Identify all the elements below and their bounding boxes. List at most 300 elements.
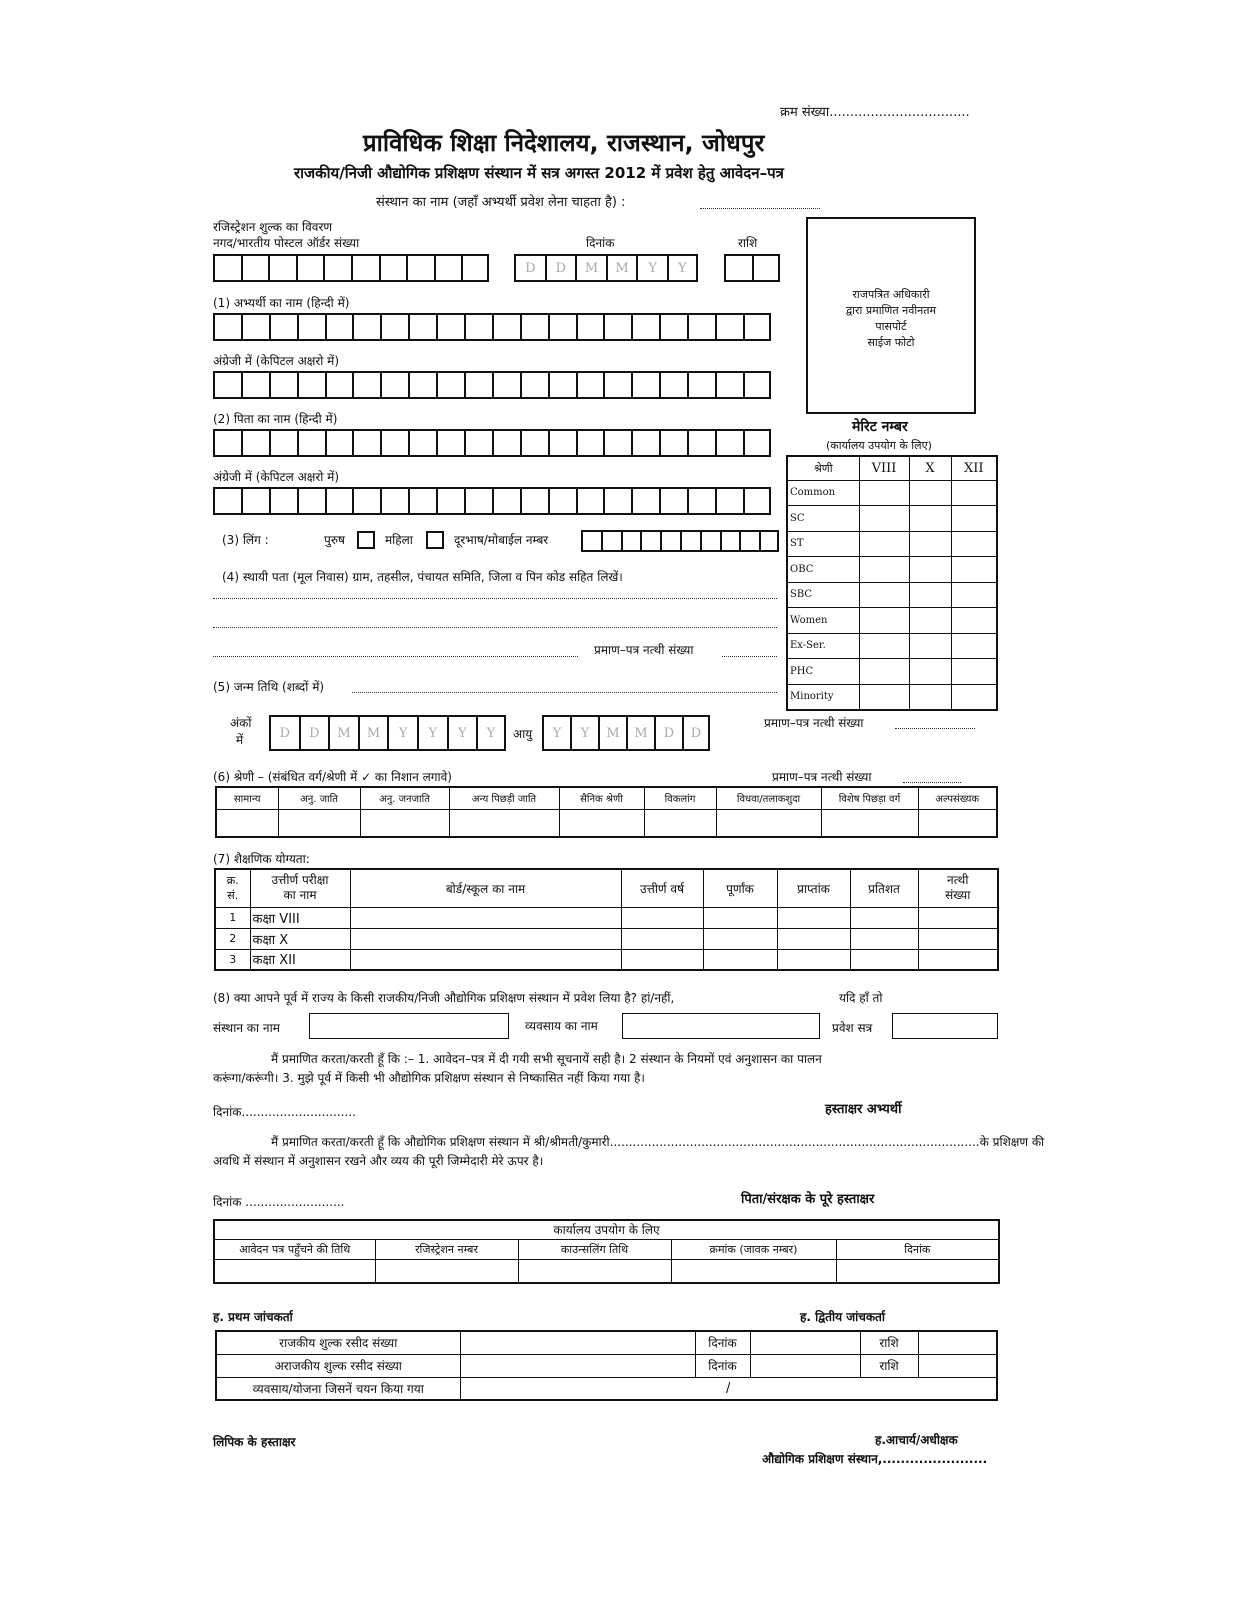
- postal-boxes-box[interactable]: [323, 254, 351, 282]
- father-en-box[interactable]: [715, 487, 743, 515]
- address-line-1[interactable]: [213, 598, 777, 599]
- office-cell[interactable]: [836, 1259, 999, 1283]
- father-en-box[interactable]: [520, 487, 548, 515]
- photo-line-3: पासपोर्ट: [875, 320, 907, 333]
- age-boxes-box[interactable]: M: [626, 715, 654, 751]
- edu-cell[interactable]: [621, 907, 703, 928]
- clerk-signature-label: लिपिक के हस्ताक्षर: [213, 1435, 296, 1449]
- father-en-box[interactable]: [380, 487, 408, 515]
- name-en-box[interactable]: [380, 371, 408, 399]
- dob-boxes-box[interactable]: D: [269, 715, 299, 751]
- dob-digit-boxes[interactable]: [269, 715, 506, 751]
- edu-header-year: उत्तीर्ण वर्ष: [621, 869, 703, 907]
- regdate-boxes-box[interactable]: D: [545, 254, 576, 282]
- institute-name-field[interactable]: [700, 208, 820, 209]
- father-en-box[interactable]: [269, 487, 297, 515]
- category-header: सामान्य: [216, 787, 278, 809]
- office-cell[interactable]: [214, 1259, 375, 1283]
- merit-cell[interactable]: [859, 506, 909, 532]
- dob-boxes-box[interactable]: D: [299, 715, 329, 751]
- father-en-box[interactable]: [436, 487, 464, 515]
- merit-cell[interactable]: [909, 608, 951, 634]
- name-hi-box[interactable]: [659, 313, 687, 341]
- merit-table: [786, 455, 998, 711]
- principal-signature-label: ह.आचार्य/अधीक्षक: [875, 1433, 958, 1447]
- age-boxes-box[interactable]: Y: [542, 715, 570, 751]
- iti-name-label: औद्योगिक प्रशिक्षण संस्थान,.......................: [762, 1452, 988, 1466]
- serial-number-label: क्रम संख्या..................................: [780, 105, 970, 120]
- father-en-box[interactable]: [464, 487, 492, 515]
- name-hi-box[interactable]: [548, 313, 576, 341]
- dob-boxes-box[interactable]: Y: [387, 715, 417, 751]
- phone-boxes-box[interactable]: [581, 530, 601, 552]
- name-en-box[interactable]: [269, 371, 297, 399]
- dob-boxes-box[interactable]: Y: [447, 715, 477, 751]
- name-hi-box[interactable]: [743, 313, 771, 341]
- merit-header-category: श्रेणी: [787, 456, 859, 480]
- name-hi-box[interactable]: [687, 313, 715, 341]
- merit-cell[interactable]: [909, 684, 951, 710]
- merit-row-label: Women: [787, 608, 859, 634]
- female-label: महिला: [385, 533, 413, 547]
- edu-cell[interactable]: [918, 928, 998, 949]
- trade-selected-cell[interactable]: /: [460, 1377, 997, 1400]
- father-hi-box[interactable]: [408, 429, 436, 457]
- prev-session-input[interactable]: [892, 1013, 998, 1039]
- postal-boxes-box[interactable]: [296, 254, 324, 282]
- merit-cell[interactable]: [859, 582, 909, 608]
- non-govt-fee-date-cell[interactable]: [750, 1354, 860, 1377]
- edu-cell[interactable]: [703, 928, 777, 949]
- category-checkbox-cell[interactable]: [716, 809, 821, 837]
- dob-words-field[interactable]: [352, 692, 777, 693]
- dob-boxes-box[interactable]: Y: [476, 715, 506, 751]
- merit-cell[interactable]: [909, 531, 951, 557]
- fee-receipt-table: [215, 1330, 998, 1401]
- name-en-box[interactable]: [743, 371, 771, 399]
- postal-boxes-box[interactable]: [406, 254, 434, 282]
- name-hi-box[interactable]: [464, 313, 492, 341]
- name-hi-box[interactable]: [352, 313, 380, 341]
- merit-row-label: Common: [787, 480, 859, 506]
- edu-header-sn-1: क्र.: [226, 874, 239, 888]
- guardian-declaration-line-2: अवधि में संस्थान में अनुशासन रखने और व्यय की पूरी जिम्मेदारी मेरे ऊपर है।: [213, 1154, 544, 1168]
- merit-cell[interactable]: [951, 633, 997, 659]
- regdate-boxes-box[interactable]: D: [514, 254, 545, 282]
- merit-row-label: OBC: [787, 557, 859, 583]
- name-hi-box[interactable]: [241, 313, 269, 341]
- merit-cell[interactable]: [859, 557, 909, 583]
- category-checkbox-cell[interactable]: [559, 809, 644, 837]
- merit-subtitle: (कार्यालय उपयोग के लिए): [826, 439, 932, 452]
- edu-header-sn-2: सं.: [227, 889, 239, 903]
- father-hi-box[interactable]: [352, 429, 380, 457]
- merit-cell[interactable]: [859, 531, 909, 557]
- father-hi-box[interactable]: [464, 429, 492, 457]
- non-govt-fee-amount-label: राशि: [860, 1354, 918, 1377]
- office-header: काउन्सलिंग तिथि: [518, 1239, 671, 1259]
- father-hi-box[interactable]: [631, 429, 659, 457]
- name-hi-box[interactable]: [520, 313, 548, 341]
- father-hi-box[interactable]: [269, 429, 297, 457]
- guardian-date[interactable]: दिनांक ..........................: [213, 1195, 345, 1209]
- phone-boxes-box[interactable]: [739, 530, 759, 552]
- father-en-box[interactable]: [408, 487, 436, 515]
- category-header: विधवा/तलाकशुदा: [716, 787, 821, 809]
- postal-boxes-box[interactable]: [268, 254, 296, 282]
- prev-institute-label: संस्थान का नाम: [213, 1021, 280, 1035]
- name-en-box[interactable]: [603, 371, 631, 399]
- candidate-name-hindi-boxes[interactable]: [213, 313, 771, 341]
- father-hi-box[interactable]: [603, 429, 631, 457]
- merit-row-label: PHC: [787, 659, 859, 685]
- father-en-box[interactable]: [492, 487, 520, 515]
- office-cell[interactable]: [671, 1259, 836, 1283]
- father-en-box[interactable]: [241, 487, 269, 515]
- name-hi-box[interactable]: [576, 313, 604, 341]
- father-hi-box[interactable]: [213, 429, 241, 457]
- phone-boxes[interactable]: [581, 530, 779, 552]
- postal-order-boxes[interactable]: [213, 254, 489, 282]
- edu-cell[interactable]: [777, 949, 850, 970]
- merit-cell[interactable]: [951, 608, 997, 634]
- name-hi-box[interactable]: [436, 313, 464, 341]
- father-hi-box[interactable]: [436, 429, 464, 457]
- male-checkbox[interactable]: [357, 531, 375, 549]
- edu-header-attach: [918, 869, 998, 907]
- dob-certificate-field[interactable]: [895, 728, 975, 729]
- father-hi-box[interactable]: [743, 429, 771, 457]
- postal-boxes-box[interactable]: [461, 254, 489, 282]
- father-en-box[interactable]: [325, 487, 353, 515]
- registration-amount-label: राशि: [738, 236, 758, 250]
- address-line-2[interactable]: [213, 627, 777, 628]
- edu-row-sn: 1: [215, 907, 250, 928]
- govt-fee-date-cell[interactable]: [750, 1331, 860, 1354]
- postal-boxes-box[interactable]: [434, 254, 462, 282]
- edu-header-board: बोर्ड/स्कूल का नाम: [350, 869, 621, 907]
- merit-cell[interactable]: [859, 608, 909, 634]
- non-govt-fee-label: अराजकीय शुल्क रसीद संख्या: [216, 1354, 460, 1377]
- category-checkbox-cell[interactable]: [449, 809, 559, 837]
- office-header: रजिस्ट्रेशन नम्बर: [375, 1239, 518, 1259]
- edu-row-exam: कक्षा XII: [250, 949, 350, 970]
- edu-cell[interactable]: [918, 907, 998, 928]
- edu-row-sn: 2: [215, 928, 250, 949]
- name-en-box[interactable]: [408, 371, 436, 399]
- edu-cell[interactable]: [850, 928, 918, 949]
- merit-row-label: SBC: [787, 582, 859, 608]
- name-en-box[interactable]: [213, 371, 241, 399]
- prev-trade-input[interactable]: [622, 1013, 820, 1039]
- edu-header-exam-2: का नाम: [283, 888, 317, 903]
- prev-session-label: प्रवेश सत्र: [832, 1021, 873, 1035]
- category-checkbox-cell[interactable]: [821, 809, 918, 837]
- name-hi-box[interactable]: [213, 313, 241, 341]
- merit-title: मेरिट नम्बर: [852, 419, 908, 435]
- edu-cell[interactable]: [350, 949, 621, 970]
- name-en-box[interactable]: [464, 371, 492, 399]
- office-use-table: [213, 1219, 1000, 1284]
- regdate-boxes-box[interactable]: Y: [636, 254, 667, 282]
- dob-boxes-box[interactable]: Y: [417, 715, 447, 751]
- phone-boxes-box[interactable]: [660, 530, 680, 552]
- name-hi-box[interactable]: [408, 313, 436, 341]
- photo-line-2: द्वारा प्रमाणित नवीनतम: [845, 304, 937, 317]
- merit-header-xii: XII: [951, 456, 997, 480]
- previous-admission-question: (8) क्या आपने पूर्व में राज्य के किसी राजकीय/निजी औद्योगिक प्रशिक्षण संस्थान में प्रवेश लिया है? हां/नहीं,: [213, 991, 675, 1005]
- merit-cell[interactable]: [909, 506, 951, 532]
- dob-digits-label-2: में: [236, 733, 244, 747]
- non-govt-fee-amount-cell[interactable]: [918, 1354, 997, 1377]
- father-hi-box[interactable]: [548, 429, 576, 457]
- edu-header-percent: प्रतिशत: [850, 869, 918, 907]
- govt-fee-receipt-cell[interactable]: [460, 1331, 695, 1354]
- office-cell[interactable]: [518, 1259, 671, 1283]
- category-header: सैनिक श्रेणी: [559, 787, 644, 809]
- name-en-box[interactable]: [687, 371, 715, 399]
- edu-header-exam-1: उत्तीर्ण परीक्षा: [271, 873, 329, 888]
- phone-boxes-box[interactable]: [621, 530, 641, 552]
- category-checkbox-cell[interactable]: [360, 809, 449, 837]
- merit-row-label: SC: [787, 506, 859, 532]
- merit-header-viii: VIII: [859, 456, 909, 480]
- category-header: विकलांग: [644, 787, 716, 809]
- father-en-box[interactable]: [548, 487, 576, 515]
- dob-boxes-box[interactable]: M: [328, 715, 358, 751]
- edu-header-exam: [250, 869, 350, 907]
- guardian-signature-label: पिता/संरक्षक के पूरे हस्ताक्षर: [741, 1192, 875, 1207]
- merit-cell[interactable]: [859, 480, 909, 506]
- age-label: आयु: [513, 727, 533, 741]
- name-en-box[interactable]: [492, 371, 520, 399]
- govt-fee-date-label: दिनांक: [695, 1331, 750, 1354]
- merit-row-label: Ex-Ser.: [787, 633, 859, 659]
- merit-cell[interactable]: [859, 684, 909, 710]
- first-checker-label: ह. प्रथम जांचकर्ता: [213, 1310, 293, 1324]
- father-hi-box[interactable]: [297, 429, 325, 457]
- prev-trade-label: व्यवसाय का नाम: [525, 1019, 598, 1033]
- page-title: प्राविधिक शिक्षा निदेशालय, राजस्थान, जोधपुर: [363, 129, 765, 157]
- registration-date-boxes[interactable]: [514, 254, 698, 282]
- phone-boxes-box[interactable]: [680, 530, 700, 552]
- category-checkbox-cell[interactable]: [644, 809, 716, 837]
- father-hi-box[interactable]: [325, 429, 353, 457]
- edu-cell[interactable]: [350, 928, 621, 949]
- dob-boxes-box[interactable]: M: [358, 715, 388, 751]
- photo-box[interactable]: [806, 217, 976, 414]
- edu-row-exam: कक्षा X: [250, 928, 350, 949]
- male-label: पुरुष: [324, 533, 345, 547]
- phone-label: दूरभाष/मोबाईल नम्बर: [454, 533, 549, 547]
- father-hi-box[interactable]: [659, 429, 687, 457]
- edu-header-max-marks: पूर्णांक: [703, 869, 777, 907]
- name-en-box[interactable]: [631, 371, 659, 399]
- category-header: अल्पसंख्यक: [918, 787, 997, 809]
- father-name-hindi-label: (2) पिता का नाम (हिन्दी में): [213, 412, 338, 426]
- page-subtitle: राजकीय/निजी औद्योगिक प्रशिक्षण संस्थान में सत्र अगस्त 2012 में प्रवेश हेतु आवेदन–पत्र: [294, 164, 784, 182]
- merit-cell[interactable]: [951, 557, 997, 583]
- edu-cell[interactable]: [703, 949, 777, 970]
- second-checker-label: ह. द्वितीय जांचकर्ता: [800, 1310, 885, 1324]
- father-name-hindi-boxes[interactable]: [213, 429, 771, 457]
- father-name-english-boxes[interactable]: [213, 487, 771, 515]
- name-hi-box[interactable]: [380, 313, 408, 341]
- category-checkbox-cell[interactable]: [216, 809, 278, 837]
- address-certificate-field[interactable]: [722, 656, 777, 657]
- father-en-box[interactable]: [743, 487, 771, 515]
- category-certificate-field[interactable]: [903, 782, 961, 783]
- merit-cell[interactable]: [909, 633, 951, 659]
- merit-cell[interactable]: [909, 582, 951, 608]
- father-en-box[interactable]: [352, 487, 380, 515]
- office-header: क्रमांक (जावक नम्बर): [671, 1239, 836, 1259]
- candidate-name-english-label: अंग्रेजी में (केपिटल अक्षरो में): [213, 354, 340, 368]
- regdate-boxes-box[interactable]: M: [575, 254, 606, 282]
- amount-boxes-box[interactable]: [724, 254, 752, 282]
- merit-cell[interactable]: [909, 557, 951, 583]
- merit-cell[interactable]: [909, 659, 951, 685]
- name-en-box[interactable]: [325, 371, 353, 399]
- merit-cell[interactable]: [951, 684, 997, 710]
- edu-header-obtained: प्राप्तांक: [777, 869, 850, 907]
- merit-cell[interactable]: [909, 480, 951, 506]
- edu-header-sn: [215, 869, 250, 907]
- father-hi-box[interactable]: [715, 429, 743, 457]
- registration-date-label: दिनांक: [586, 236, 615, 250]
- declaration-line-1: मैं प्रमाणित करता/करती हूँ कि :– 1. आवेदन–पत्र में दी गयी सभी सूचनायें सही है। 2 संस्थान के नियमों एवं अनुशासन का पालन: [271, 1052, 822, 1066]
- category-header: अनु. जनजाति: [360, 787, 449, 809]
- father-en-box[interactable]: [576, 487, 604, 515]
- institute-name-label: संस्थान का नाम (जहाँ अभ्यर्थी प्रवेश लेना चाहता है) :: [376, 195, 626, 210]
- merit-cell[interactable]: [951, 659, 997, 685]
- age-boxes-box[interactable]: D: [654, 715, 682, 751]
- merit-row-label: Minority: [787, 684, 859, 710]
- dob-certificate-label: प्रमाण–पत्र नत्थी संख्या: [764, 716, 864, 730]
- category-checkbox-cell[interactable]: [278, 809, 360, 837]
- age-boxes[interactable]: [542, 715, 710, 751]
- category-label: (6) श्रेणी – (संबंधित वर्ग/श्रेणी में ✓ का निशान लगावे): [213, 770, 452, 784]
- merit-cell[interactable]: [859, 659, 909, 685]
- candidate-name-english-boxes[interactable]: [213, 371, 771, 399]
- merit-cell[interactable]: [951, 506, 997, 532]
- postal-boxes-box[interactable]: [351, 254, 379, 282]
- postal-boxes-box[interactable]: [241, 254, 269, 282]
- category-checkbox-cell[interactable]: [918, 809, 997, 837]
- dob-digits-label-1: अंकों: [230, 716, 252, 730]
- name-hi-box[interactable]: [715, 313, 743, 341]
- postal-boxes-box[interactable]: [379, 254, 407, 282]
- edu-cell[interactable]: [703, 907, 777, 928]
- name-hi-box[interactable]: [269, 313, 297, 341]
- merit-cell[interactable]: [951, 480, 997, 506]
- edu-cell[interactable]: [850, 907, 918, 928]
- father-hi-box[interactable]: [576, 429, 604, 457]
- edu-cell[interactable]: [777, 907, 850, 928]
- name-hi-box[interactable]: [297, 313, 325, 341]
- father-hi-box[interactable]: [380, 429, 408, 457]
- name-hi-box[interactable]: [492, 313, 520, 341]
- father-hi-box[interactable]: [687, 429, 715, 457]
- prev-institute-input[interactable]: [309, 1013, 509, 1039]
- regdate-boxes-box[interactable]: M: [606, 254, 637, 282]
- photo-line-1: राजपत्रित अधिकारी: [852, 288, 930, 301]
- edu-cell[interactable]: [918, 949, 998, 970]
- father-hi-box[interactable]: [520, 429, 548, 457]
- if-yes-label: यदि हाँ तो: [839, 991, 883, 1005]
- father-en-box[interactable]: [297, 487, 325, 515]
- office-cell[interactable]: [375, 1259, 518, 1283]
- name-en-box[interactable]: [576, 371, 604, 399]
- father-en-box[interactable]: [687, 487, 715, 515]
- phone-boxes-box[interactable]: [720, 530, 740, 552]
- father-hi-box[interactable]: [492, 429, 520, 457]
- name-en-box[interactable]: [436, 371, 464, 399]
- father-hi-box[interactable]: [241, 429, 269, 457]
- govt-fee-amount-cell[interactable]: [918, 1331, 997, 1354]
- father-en-box[interactable]: [213, 487, 241, 515]
- merit-cell[interactable]: [859, 633, 909, 659]
- father-en-box[interactable]: [603, 487, 631, 515]
- declaration-line-2: करूंगा/करूंगी। 3. मुझे पूर्व में किसी भी औद्योगिक प्रशिक्षण संस्थान से निष्कासित नहीं किया गया है।: [213, 1071, 645, 1085]
- postal-boxes-box[interactable]: [213, 254, 241, 282]
- merit-cell[interactable]: [951, 582, 997, 608]
- edu-cell[interactable]: [621, 928, 703, 949]
- edu-cell[interactable]: [777, 928, 850, 949]
- merit-cell[interactable]: [951, 531, 997, 557]
- name-hi-box[interactable]: [631, 313, 659, 341]
- guardian-declaration-line-1: मैं प्रमाणित करता/करती हूँ कि औद्योगिक प्रशिक्षण संस्थान में श्री/श्रीमती/कुमारी.................................................................................................के प्रशिक्षण की: [271, 1135, 1045, 1149]
- age-boxes-box[interactable]: Y: [570, 715, 598, 751]
- father-en-box[interactable]: [631, 487, 659, 515]
- name-en-box[interactable]: [241, 371, 269, 399]
- amount-boxes-box[interactable]: [752, 254, 780, 282]
- category-header: विशेष पिछड़ा वर्ग: [821, 787, 918, 809]
- category-header: अनु. जाति: [278, 787, 360, 809]
- name-hi-box[interactable]: [325, 313, 353, 341]
- name-en-box[interactable]: [352, 371, 380, 399]
- edu-cell[interactable]: [850, 949, 918, 970]
- age-boxes-box[interactable]: D: [682, 715, 710, 751]
- father-en-box[interactable]: [659, 487, 687, 515]
- name-en-box[interactable]: [548, 371, 576, 399]
- address-line-3[interactable]: [213, 656, 578, 657]
- edu-cell[interactable]: [350, 907, 621, 928]
- age-boxes-box[interactable]: M: [598, 715, 626, 751]
- non-govt-fee-receipt-cell[interactable]: [460, 1354, 695, 1377]
- name-en-box[interactable]: [715, 371, 743, 399]
- edu-cell[interactable]: [621, 949, 703, 970]
- name-en-box[interactable]: [297, 371, 325, 399]
- name-en-box[interactable]: [659, 371, 687, 399]
- category-certificate-label: प्रमाण–पत्र नत्थी संख्या: [772, 770, 872, 784]
- phone-boxes-box[interactable]: [640, 530, 660, 552]
- edu-header-attach-1: नत्थी: [947, 873, 969, 888]
- phone-boxes-box[interactable]: [700, 530, 720, 552]
- name-hi-box[interactable]: [603, 313, 631, 341]
- edu-header-attach-2: संख्या: [945, 888, 971, 903]
- registration-amount-boxes[interactable]: [724, 254, 780, 282]
- phone-boxes-box[interactable]: [759, 530, 779, 552]
- govt-fee-label: राजकीय शुल्क रसीद संख्या: [216, 1331, 460, 1354]
- regdate-boxes-box[interactable]: Y: [667, 254, 698, 282]
- phone-boxes-box[interactable]: [601, 530, 621, 552]
- female-checkbox[interactable]: [426, 531, 444, 549]
- declaration-date[interactable]: दिनांक..............................: [213, 1105, 356, 1119]
- father-name-english-label: अंग्रेजी में (केपिटल अक्षरो में): [213, 470, 340, 484]
- name-en-box[interactable]: [520, 371, 548, 399]
- registration-heading: रजिस्ट्रेशन शुल्क का विवरण: [213, 220, 333, 234]
